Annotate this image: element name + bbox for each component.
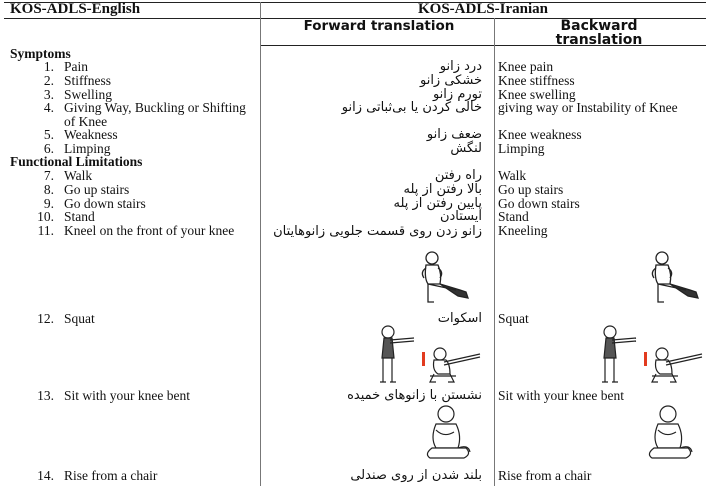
header-forward: Forward translation: [303, 18, 455, 34]
row-backward: Walk: [498, 168, 527, 183]
row-number: 4.: [43, 100, 54, 115]
row-english: Squat: [64, 311, 95, 326]
kneeling-figure-icon: [412, 250, 474, 306]
row-english: Go up stairs: [64, 182, 130, 197]
row-english: Limping: [64, 141, 111, 156]
row-number: 9.: [43, 196, 54, 211]
row-backward: Go down stairs: [498, 196, 580, 211]
row-backward: giving way or Instability of Knee: [498, 100, 678, 115]
header-iranian: KOS-ADLS-Iranian: [418, 1, 549, 17]
row-number: 3.: [43, 87, 54, 102]
row-backward: Knee swelling: [498, 87, 576, 102]
sitting-figure-icon: [418, 404, 480, 464]
row-english: Walk: [64, 168, 93, 183]
section-symptoms: Symptoms: [10, 46, 71, 61]
row-forward: بلند شدن از روی صندلی: [350, 468, 482, 483]
row-number: 1.: [43, 59, 54, 74]
row-forward: اسکوات: [437, 311, 482, 326]
row-forward: زانو زدن روی قسمت جلویی زانوهایتان: [273, 224, 482, 239]
squatting-figures-icon: [376, 324, 488, 386]
row-forward: راه رفتن: [434, 168, 482, 183]
kneeling-figure-icon: [642, 250, 704, 306]
header-english: KOS-ADLS-English: [10, 1, 141, 17]
row-number: 14.: [37, 468, 54, 483]
row-number: 5.: [43, 127, 54, 142]
row-english: Go down stairs: [64, 196, 146, 211]
row-number: 13.: [37, 388, 54, 403]
row-forward: درد زانو: [439, 59, 482, 74]
row-number: 12.: [37, 311, 54, 326]
row-backward: Squat: [498, 311, 529, 326]
row-backward: Go up stairs: [498, 182, 564, 197]
row-number: 2.: [43, 73, 54, 88]
row-english: Weakness: [64, 127, 118, 142]
row-english: Swelling: [64, 87, 113, 102]
row-english: Stand: [64, 209, 95, 224]
row-english: Kneel on the front of your knee: [64, 223, 235, 238]
row-english: Sit with your knee bent: [64, 388, 190, 403]
row-backward: Sit with your knee bent: [498, 388, 624, 403]
row-number: 10.: [37, 209, 54, 224]
row-number: 8.: [43, 182, 54, 197]
row-backward: Knee pain: [498, 59, 554, 74]
row-forward: لنگش: [450, 141, 482, 156]
row-forward: خالی کردن یا بی‌ثباتی زانو: [341, 100, 482, 115]
row-number: 6.: [43, 141, 54, 156]
row-forward: خشکی زانو: [419, 73, 482, 88]
divider-2: [494, 18, 495, 486]
row-english: Stiffness: [64, 73, 112, 88]
squatting-figures-icon: [598, 324, 708, 386]
sitting-figure-icon: [640, 404, 702, 464]
row-english: Pain: [64, 59, 89, 74]
header-backward: Backward translation: [555, 18, 643, 48]
row-english: Giving Way, Buckling or Shifting of Knee: [64, 100, 246, 129]
row-backward: Kneeling: [498, 223, 548, 238]
row-backward: Rise from a chair: [498, 468, 592, 483]
row-forward: بالا رفتن از پله: [403, 182, 482, 197]
row-backward: Limping: [498, 141, 545, 156]
row-number: 7.: [43, 168, 54, 183]
row-backward: Stand: [498, 209, 529, 224]
row-backward: Knee weakness: [498, 127, 582, 142]
row-forward: پایین رفتن از پله: [393, 196, 482, 211]
row-forward: ایستادن: [439, 209, 482, 224]
translation-table: [4, 0, 706, 486]
row-number: 11.: [37, 223, 54, 238]
section-functional: Functional Limitations: [10, 154, 143, 169]
row-forward: ضعف زانو: [426, 127, 482, 142]
row-forward: نشستن با زانوهای خمیده: [347, 388, 482, 403]
row-english: Rise from a chair: [64, 468, 158, 483]
row-forward: تورم زانو: [432, 87, 482, 102]
row-backward: Knee stiffness: [498, 73, 575, 88]
